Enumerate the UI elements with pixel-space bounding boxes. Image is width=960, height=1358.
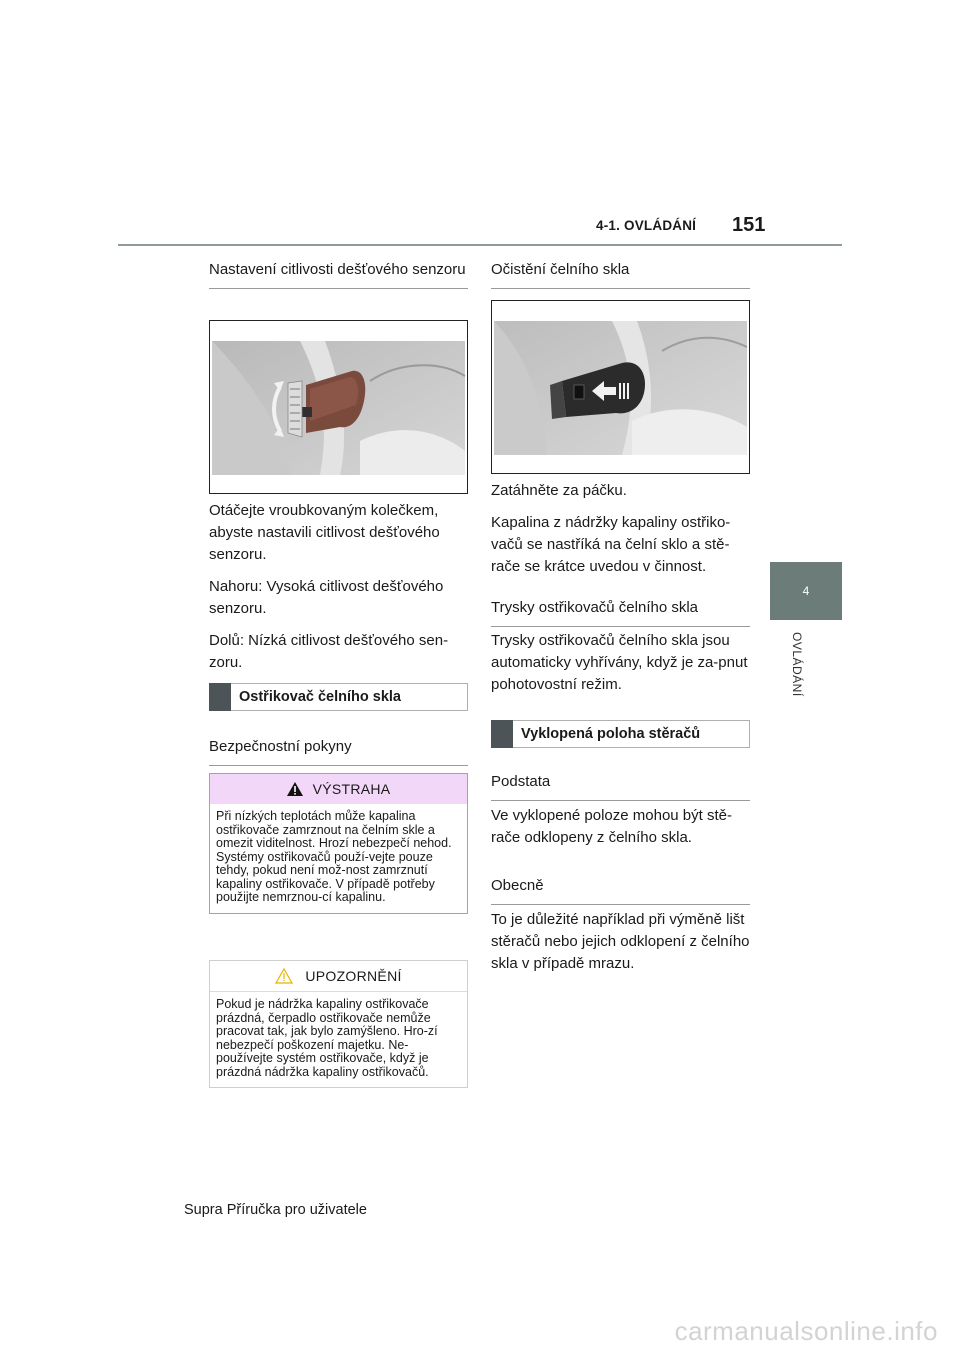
general-title: Obecně	[491, 876, 750, 905]
watermark: carmanualsonline.info	[674, 1316, 938, 1346]
paragraph: Nahoru: Vysoká citlivost dešťového senzoru.	[209, 578, 444, 617]
left-column	[209, 258, 468, 289]
paragraph: Trysky ostřikovačů čelního skla jsou automaticky vyhřívány, když je za-pnut pohotovostní režim.	[491, 632, 748, 693]
right-column	[491, 258, 750, 289]
section-title: Vyklopená poloha stěračů	[521, 726, 701, 742]
washer-lever-illustration	[492, 301, 749, 473]
nozzles-block	[491, 598, 750, 627]
safety-block	[209, 737, 468, 766]
chapter-tab-label: OVLÁDÁNÍ	[790, 632, 804, 697]
paragraph: Dolů: Nízká citlivost dešťového sen-zoru.	[209, 632, 449, 671]
paragraph: Kapalina z nádržky kapaliny ostřiko-vačů se nastříká na čelní sklo a stě-rače se krátce uvedou v činnost.	[491, 514, 731, 575]
principle-title: Podstata	[491, 772, 750, 801]
rain-sensor-title: Nastavení citlivosti dešťového senzoru	[209, 258, 468, 289]
general-text	[491, 909, 753, 985]
paragraph: Zatáhněte za páčku.	[491, 482, 627, 499]
caution-triangle-icon	[275, 968, 293, 984]
footer-text: Supra Příručka pro uživatele	[184, 1202, 367, 1218]
paragraph: Otáčejte vroubkovaným kolečkem, abyste nastavili citlivost dešťového senzoru.	[209, 502, 440, 563]
clean-text	[491, 480, 753, 588]
safety-title: Bezpečnostní pokyny	[209, 737, 468, 766]
rain-sensor-text	[209, 500, 471, 684]
chapter-tab[interactable]: 4	[770, 562, 842, 620]
warning-text: Při nízkých teplotách může kapalina ostřikovače zamrznout na čelním skle a omezit viditelnost. Hrozí nebezpečí nehod. Systémy ostřikovačů použí-vejte pouze tehdy, pokud není mož-nost zamrznutí kapaliny ostřikovače. V případě potřeby použijte nemrznou-cí kapalinu.	[216, 809, 452, 904]
section-foldout	[491, 720, 750, 748]
paragraph: Ve vyklopené poloze mohou být stě-rače odklopeny z čelního skla.	[491, 807, 732, 846]
principle-text	[491, 805, 753, 859]
warning-title: VÝSTRAHA	[312, 781, 391, 797]
section-header: 4-1. OVLÁDÁNÍ	[596, 218, 697, 233]
knurled-wheel-illustration	[210, 321, 467, 493]
caution-title: UPOZORNĚNÍ	[305, 968, 402, 984]
caution-box	[209, 960, 468, 1088]
section-title: Ostřikovač čelního skla	[239, 689, 401, 705]
wheel-photo	[209, 320, 468, 494]
warning-triangle-icon	[287, 782, 303, 796]
nozzles-text	[491, 630, 753, 706]
warning-box	[209, 773, 468, 914]
clean-title: Očistění čelního skla	[491, 258, 750, 289]
warning-header	[210, 774, 467, 804]
paragraph: To je důležité například při výměně lišt stěračů nebo jejich odklopení z čelního skla v případě mrazu.	[491, 911, 750, 972]
caution-text: Pokud je nádržka kapaliny ostřikovače prázdná, čerpadlo ostřikovače nemůže pracovat tak, jak bylo zamýšleno. Hro-zí nebezpečí poškození majetku. Ne-používejte systém ostřikovače, když je prázdná nádržka kapaliny ostřikovačů.	[216, 997, 438, 1079]
caution-header	[210, 961, 467, 992]
general-block	[491, 876, 750, 905]
section-marker	[209, 683, 231, 711]
header-divider	[118, 244, 842, 246]
lever-photo	[491, 300, 750, 474]
nozzles-title: Trysky ostřikovačů čelního skla	[491, 598, 750, 627]
page-number: 151	[732, 214, 766, 236]
section-marker	[491, 720, 513, 748]
section-washer	[209, 683, 468, 711]
principle-block	[491, 772, 750, 801]
